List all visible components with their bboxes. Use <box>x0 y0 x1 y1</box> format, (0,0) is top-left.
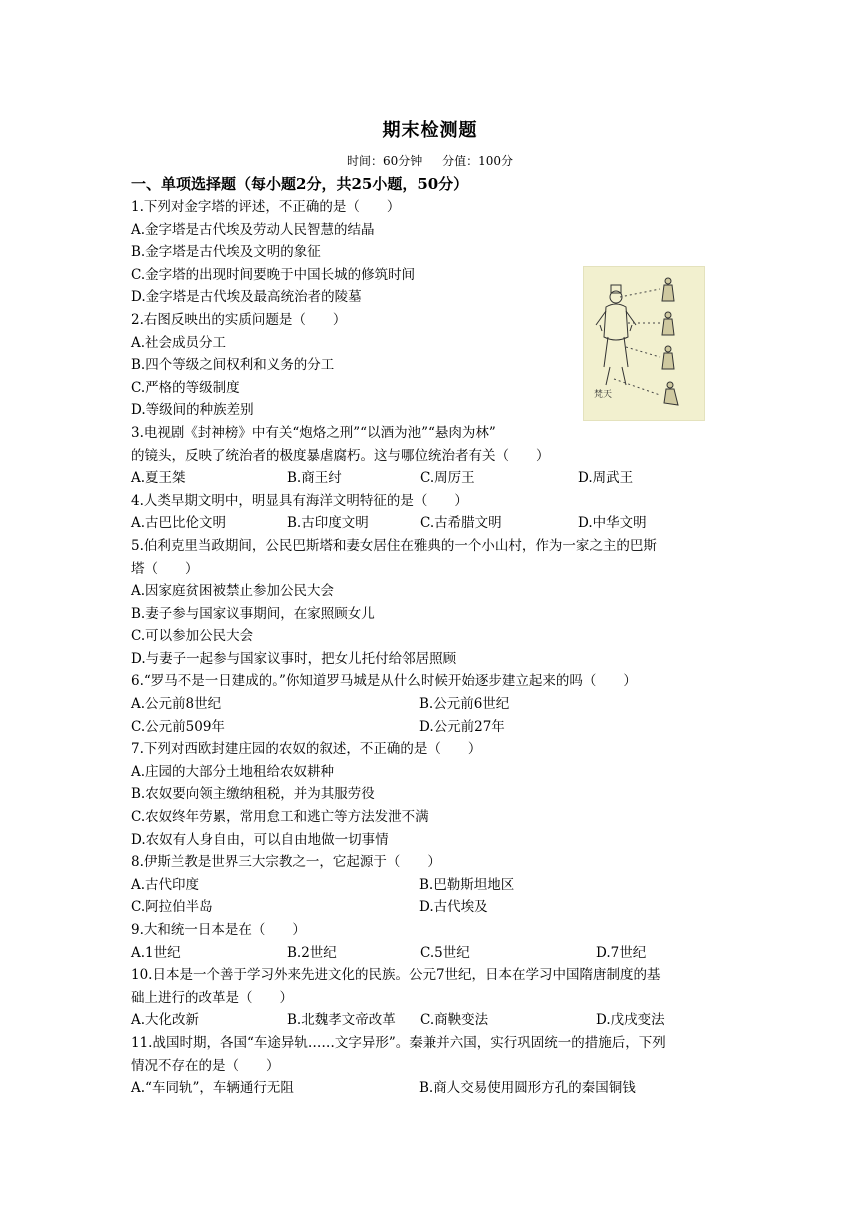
option-row <box>131 512 731 535</box>
option: A.“车同轨”，车辆通行无阻 <box>131 1080 294 1097</box>
option: D.7世纪 <box>596 944 647 961</box>
question-stem: 7.下列对西欧封建庄园的农奴的叙述，不正确的是（ ） <box>131 741 482 758</box>
exam-score: 分值：100分 <box>442 154 513 168</box>
option: A.庄园的大部分土地租给农奴耕种 <box>131 763 335 780</box>
option: B.商人交易使用圆形方孔的秦国铜钱 <box>419 1080 636 1097</box>
option: C.农奴终年劳累，常用怠工和逃亡等方法发泄不满 <box>131 809 429 826</box>
option: A.金字塔是古代埃及劳动人民智慧的结晶 <box>131 221 375 238</box>
question-stem: 3.电视剧《封神榜》中有关“炮烙之刑”“以酒为池”“悬肉为林” <box>131 424 496 441</box>
option-row <box>131 716 731 739</box>
question-stem: 5.伯利克里当政期间，公民巴斯塔和妻女居住在雅典的一个小山村，作为一家之主的巴斯 <box>131 537 657 554</box>
question-stem: 11.战国时期，各国“车途异轨……文字异形”。秦兼并六国，实行巩固统一的措施后，下列 <box>131 1034 666 1051</box>
option: B.农奴要向领主缴纳租税，并为其服劳役 <box>131 786 375 803</box>
question-stem: 9.大和统一日本是在（ ） <box>131 922 306 938</box>
option: C.阿拉伯半岛 <box>131 899 213 916</box>
exam-meta <box>0 152 860 169</box>
option: B.四个等级之间权利和义务的分工 <box>131 357 335 374</box>
option: A.古巴比伦文明 <box>131 515 227 532</box>
option: D.周武王 <box>578 470 634 487</box>
figure-caption: 梵天 <box>594 390 613 400</box>
question-stem: 塔（ ） <box>131 560 199 577</box>
option: B.妻子参与国家议事期间，在家照顾女儿 <box>131 605 375 622</box>
option-row <box>131 693 731 716</box>
question-stem: 2.右图反映出的实质问题是（ ） <box>131 311 347 328</box>
option-row <box>131 1077 731 1100</box>
option-row <box>131 896 731 919</box>
question-stem: 情况不存在的是（ ） <box>131 1057 280 1074</box>
question-stem: 8.伊斯兰教是世界三大宗教之一，它起源于（ ） <box>131 854 441 871</box>
question-stem: 础上进行的改革是（ ） <box>131 989 293 1006</box>
option: A.1世纪 <box>131 944 181 961</box>
option-row <box>131 942 731 965</box>
option: B.巴勒斯坦地区 <box>419 876 515 893</box>
exam-time: 时间：60分钟 <box>346 154 423 168</box>
option: B.古印度文明 <box>287 515 369 532</box>
question-stem: 4.人类早期文明中，明显具有海洋文明特征的是（ ） <box>131 492 468 509</box>
option: A.公元前8世纪 <box>131 696 222 713</box>
question-stem: 1.下列对金字塔的评述，不正确的是（ ） <box>131 199 401 215</box>
option: C.古希腊文明 <box>420 515 502 532</box>
option: D.与妻子一起参与国家议事时，把女儿托付给邻居照顾 <box>131 650 457 667</box>
question-stem: 10.日本是一个善于学习外来先进文化的民族。公元7世纪，日本在学习中国隋唐制度的基 <box>131 967 661 984</box>
option: C.严格的等级制度 <box>131 379 240 396</box>
option: C.金字塔的出现时间要晚于中国长城的修筑时间 <box>131 266 416 283</box>
option: D.古代埃及 <box>419 899 488 916</box>
option: B.公元前6世纪 <box>419 696 510 713</box>
option: C.公元前509年 <box>131 718 225 735</box>
option: C.周厉王 <box>420 470 475 487</box>
option-row <box>131 874 731 897</box>
option: B.北魏孝文帝改革 <box>287 1012 396 1029</box>
page-title: 期末检测题 <box>382 120 478 141</box>
option: D.等级间的种族差别 <box>131 402 254 419</box>
question-stem: 的镜头，反映了统治者的极度暴虐腐朽。这与哪位统治者有关（ ） <box>131 447 550 464</box>
option: B.2世纪 <box>287 944 337 961</box>
option: D.戊戌变法 <box>596 1012 665 1029</box>
option: C.5世纪 <box>420 944 470 961</box>
questions <box>131 196 731 1100</box>
option: A.夏王桀 <box>131 470 186 487</box>
option: C.商鞅变法 <box>420 1012 489 1029</box>
option-row <box>131 1009 731 1032</box>
option: B.商王纣 <box>287 470 342 487</box>
option: D.中华文明 <box>578 515 647 532</box>
section-heading: 一、单项选择题（每小题2分，共25小题，50分） <box>131 175 469 193</box>
option: A.因家庭贫困被禁止参加公民大会 <box>131 583 335 600</box>
option: A.古代印度 <box>131 876 200 893</box>
question-stem: 6.“罗马不是一日建成的。”你知道罗马城是从什么时候开始逐步建立起来的吗（ ） <box>131 673 637 690</box>
option-row <box>131 467 731 490</box>
option: D.金字塔是古代埃及最高统治者的陵墓 <box>131 289 362 306</box>
option: A.大化改新 <box>131 1012 200 1029</box>
option: C.可以参加公民大会 <box>131 628 254 645</box>
option: A.社会成员分工 <box>131 334 227 351</box>
option: B.金字塔是古代埃及文明的象征 <box>131 244 321 261</box>
option: D.农奴有人身自由，可以自由地做一切事情 <box>131 831 389 848</box>
option: D.公元前27年 <box>419 718 505 735</box>
